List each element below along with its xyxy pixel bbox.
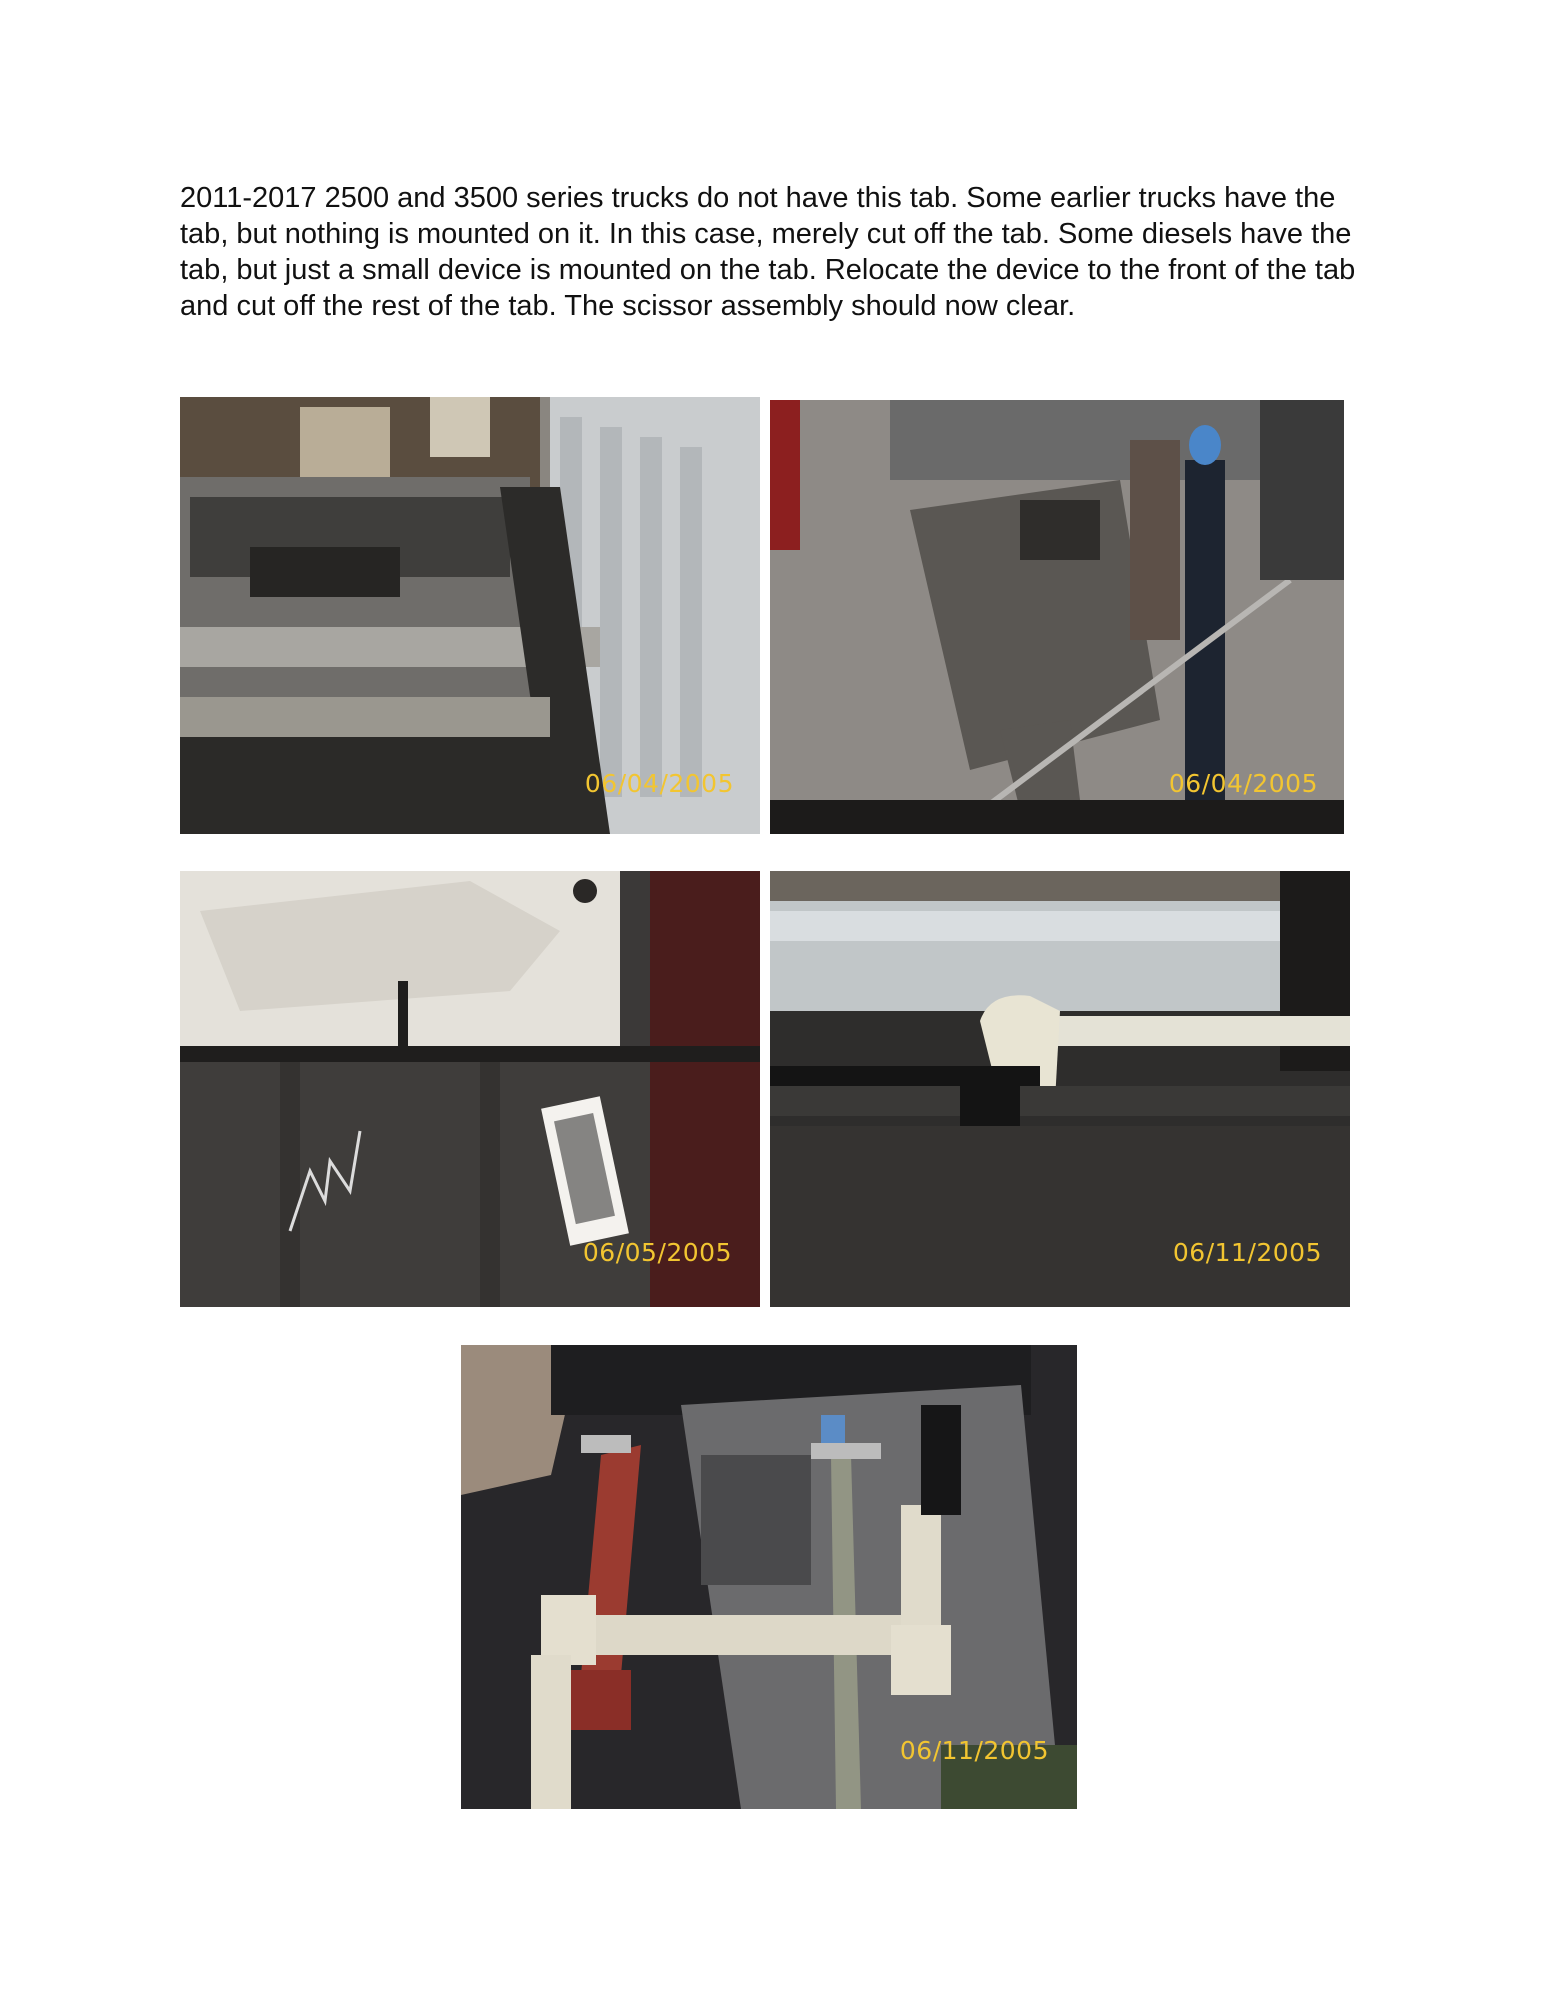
photo-date-stamp: 06/05/2005 — [582, 1238, 732, 1267]
photo-date-stamp: 06/11/2005 — [1172, 1238, 1322, 1267]
photo-fuel-tank-underbed — [180, 397, 760, 834]
photo-mounting-tab — [770, 400, 1344, 834]
photo-date-stamp: 06/11/2005 — [899, 1736, 1049, 1765]
photo-date-stamp: 06/04/2005 — [584, 769, 734, 798]
photo-tank-label — [180, 871, 760, 1307]
photo-hose-assembly — [461, 1345, 1077, 1809]
photo-date-stamp: 06/04/2005 — [1168, 769, 1318, 798]
instruction-paragraph: 2011-2017 2500 and 3500 series trucks do not have this tab. Some earlier trucks have the tab, but nothing is mounted on it. In this case, merely cut off the tab. Some diesels have the tab, but just a small device is mounted on the tab. Relocate the device to the front of the tab and cut off the rest of the tab. The scissor assembly should now clear. — [180, 182, 1356, 322]
photo-elbow-fitting — [770, 871, 1350, 1307]
